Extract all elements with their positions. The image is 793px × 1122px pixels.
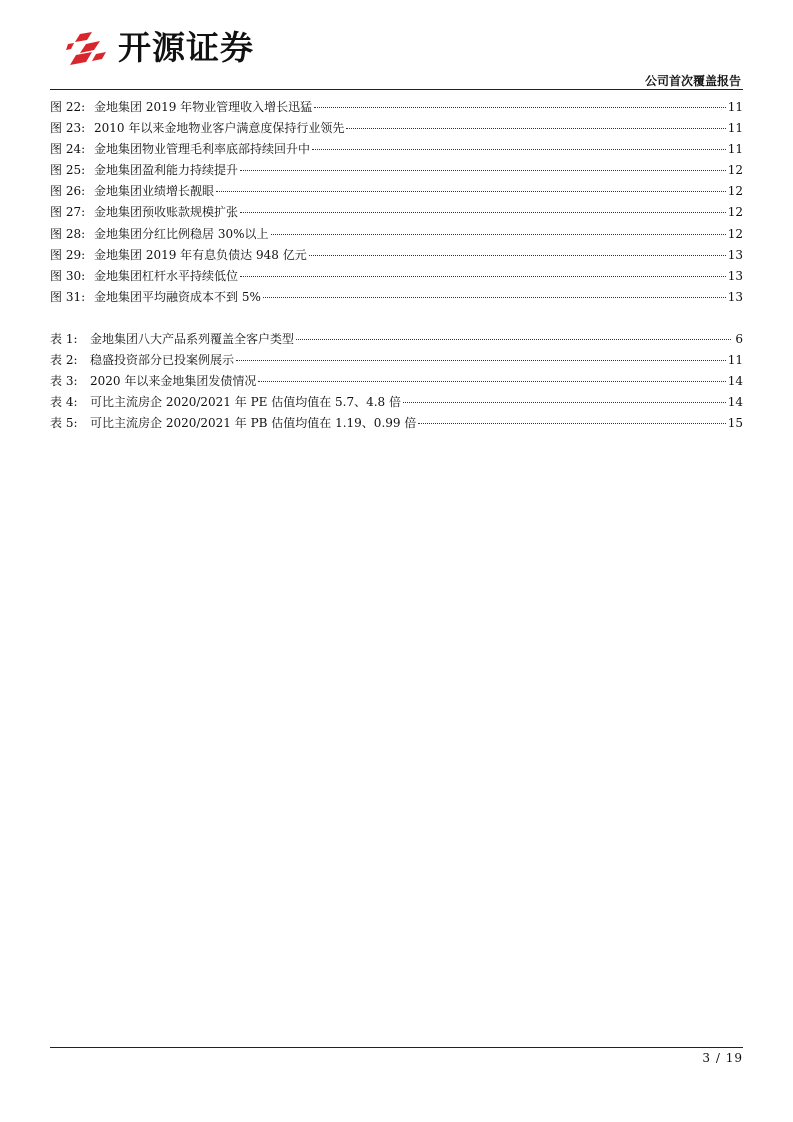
page-indicator: 3 / 19: [702, 1051, 743, 1065]
toc-entry[interactable]: [50, 371, 743, 392]
toc-label: 图 27:: [50, 205, 86, 220]
toc-page-number: 12: [727, 226, 743, 241]
brand-mark-icon: [66, 28, 110, 68]
toc-title: 可比主流房企 2020/2021 年 PE 估值均值在 5.7、4.8 倍: [90, 395, 402, 410]
footer-divider: [50, 1047, 743, 1048]
toc-page-number: 13: [727, 289, 743, 304]
figure-index: [50, 97, 743, 308]
dot-leader: [216, 190, 726, 192]
dot-leader: [403, 401, 726, 403]
toc-page-number: 11: [727, 142, 743, 157]
toc-title: 2020 年以来金地集团发债情况: [90, 374, 257, 389]
toc-title: 可比主流房企 2020/2021 年 PB 估值均值在 1.19、0.99 倍: [90, 416, 417, 431]
toc-page-number: 12: [727, 205, 743, 220]
table-index: [50, 329, 743, 434]
toc-title: 2010 年以来金地物业客户满意度保持行业领先: [94, 121, 345, 136]
dot-leader: [309, 254, 726, 256]
dot-leader: [240, 211, 726, 213]
toc-entry[interactable]: [50, 287, 743, 308]
toc-title: 金地集团 2019 年物业管理收入增长迅猛: [94, 100, 313, 114]
toc-entry[interactable]: [50, 160, 743, 181]
dot-leader: [312, 148, 726, 150]
brand-logo: [66, 28, 254, 68]
toc-entry[interactable]: [50, 245, 743, 266]
toc-label: 图 31:: [50, 289, 86, 304]
report-type: 公司首次覆盖报告: [644, 74, 741, 88]
toc-page-number: 11: [727, 121, 743, 136]
toc-label: 表 5:: [50, 416, 78, 431]
toc-entry[interactable]: [50, 97, 743, 118]
toc-entry[interactable]: [50, 350, 743, 371]
toc-page-number: 13: [727, 247, 743, 262]
toc-label: 表 2:: [50, 353, 78, 368]
toc-label: 图 24:: [50, 142, 86, 157]
toc-label: 图 29:: [50, 247, 86, 262]
toc-entry[interactable]: [50, 329, 743, 350]
dot-leader: [346, 127, 725, 129]
toc-title: 金地集团分红比例稳居 30%以上: [94, 226, 269, 241]
toc-label: 图 28:: [50, 226, 86, 241]
toc-entry[interactable]: [50, 224, 743, 245]
toc-title: 稳盛投资部分已投案例展示: [90, 353, 235, 368]
toc-entry[interactable]: [50, 139, 743, 160]
toc-entry[interactable]: [50, 266, 743, 287]
toc-page-number: 13: [727, 268, 743, 283]
toc-title: 金地集团预收账款规模扩张: [94, 205, 239, 220]
toc-page-number: 11: [727, 100, 743, 114]
toc-entry[interactable]: [50, 202, 743, 223]
toc-label: 图 23:: [50, 121, 86, 136]
toc-label: 图 25:: [50, 163, 86, 178]
dot-leader: [296, 338, 731, 340]
dot-leader: [240, 275, 726, 277]
toc-title: 金地集团物业管理毛利率底部持续回升中: [94, 142, 311, 157]
toc-page-number: 14: [727, 374, 743, 389]
toc-label: 图 26:: [50, 184, 86, 199]
toc-page-number: 14: [727, 395, 743, 410]
toc-title: 金地集团业绩增长靓眼: [94, 184, 215, 199]
toc-page-number: 12: [727, 163, 743, 178]
toc-label: 表 4:: [50, 395, 78, 410]
toc-entry[interactable]: [50, 413, 743, 434]
dot-leader: [314, 106, 726, 108]
toc-title: 金地集团八大产品系列覆盖全客户类型: [90, 332, 295, 346]
brand-name: 开源证券: [118, 27, 254, 67]
dot-leader: [258, 380, 725, 382]
toc-title: 金地集团盈利能力持续提升: [94, 163, 239, 178]
toc-page-number: 11: [727, 353, 743, 368]
dot-leader: [418, 422, 725, 424]
toc-label: 图 30:: [50, 268, 86, 283]
toc-title: 金地集团平均融资成本不到 5%: [94, 289, 261, 304]
toc-page-number: 15: [727, 416, 743, 431]
toc-title: 金地集团 2019 年有息负债达 948 亿元: [94, 247, 307, 262]
toc-label: 表 1:: [50, 332, 78, 346]
toc-label: 表 3:: [50, 374, 78, 389]
dot-leader: [236, 359, 726, 361]
toc-page-number: 12: [727, 184, 743, 199]
toc-label: 图 22:: [50, 100, 86, 114]
toc-page-number: 6: [735, 332, 743, 346]
toc-entry[interactable]: [50, 181, 743, 202]
dot-leader: [240, 169, 726, 171]
toc-entry[interactable]: [50, 118, 743, 139]
toc-entry[interactable]: [50, 392, 743, 413]
header-divider: [50, 89, 743, 90]
dot-leader: [271, 233, 726, 235]
toc-title: 金地集团杠杆水平持续低位: [94, 268, 239, 283]
dot-leader: [263, 296, 726, 298]
